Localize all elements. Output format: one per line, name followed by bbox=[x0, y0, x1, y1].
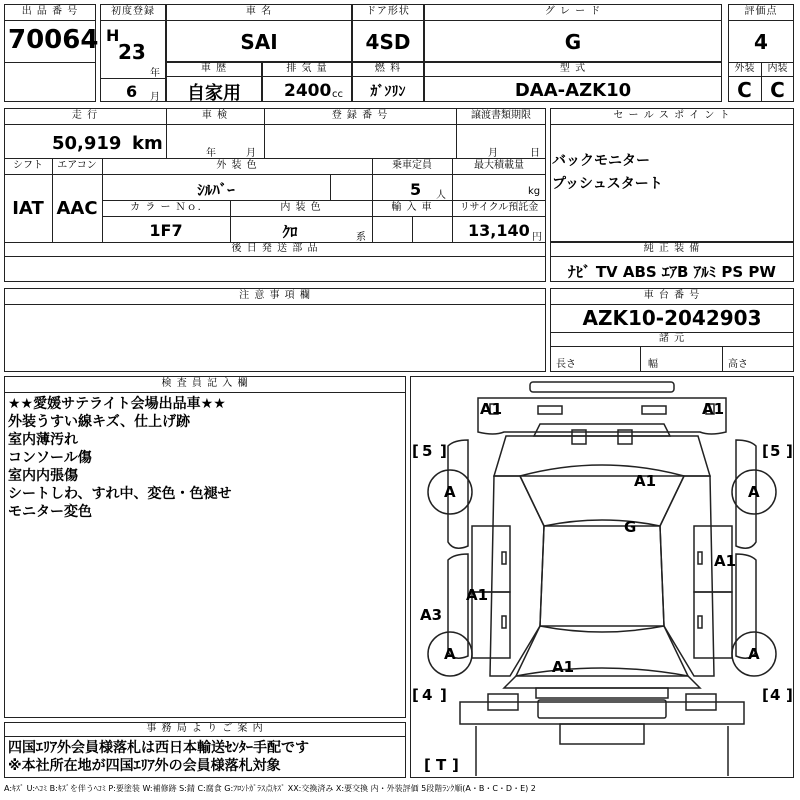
spare-tire: T bbox=[436, 756, 447, 774]
svg-text:[: [ bbox=[412, 686, 419, 704]
int-label: 内装 bbox=[767, 63, 788, 74]
capacity-label: 乗車定員 bbox=[392, 160, 432, 171]
color-no-label: カ ラ ー Ｎｏ. bbox=[130, 202, 202, 213]
transfer-label: 譲渡書類期限 bbox=[471, 110, 531, 121]
grade-label: グ レ ー ド bbox=[544, 6, 602, 17]
inspector-line-1: ★★愛媛サテライト会場出品車★★ bbox=[8, 396, 226, 412]
door-type: 4SD bbox=[365, 30, 411, 54]
grade: G bbox=[564, 30, 582, 54]
year-unit: 年 bbox=[150, 68, 160, 79]
recycle-unit: 円 bbox=[532, 232, 542, 243]
inspector-line-3: 室内薄汚れ bbox=[8, 432, 78, 448]
era: H bbox=[106, 26, 120, 45]
length-label: 長さ bbox=[556, 359, 576, 370]
inspector-line-4: コンソール傷 bbox=[8, 450, 92, 466]
car-name: SAI bbox=[240, 30, 278, 54]
office-label: 事 務 局 よ り ご 案 内 bbox=[146, 723, 264, 734]
model-label: 型 式 bbox=[559, 63, 587, 74]
displacement: 2400 bbox=[284, 81, 332, 101]
lot-label: 出 品 番 号 bbox=[21, 6, 79, 17]
capacity: 5 bbox=[410, 180, 422, 199]
history: 自家用 bbox=[187, 83, 241, 104]
damage-mark-hood: A1 bbox=[634, 472, 657, 490]
damage-mark-left-door: A1 bbox=[466, 586, 489, 604]
damage-mark-front-left: A1 bbox=[480, 400, 503, 418]
history-label: 車 歴 bbox=[200, 63, 228, 74]
displacement-label: 排 気 量 bbox=[286, 63, 328, 74]
damage-mark-rear: A1 bbox=[552, 658, 575, 676]
reg-year: 23 bbox=[118, 40, 146, 64]
interior-color-label: 内 装 色 bbox=[280, 202, 322, 213]
legend: A:ｷｽﾞ U:ﾍｺﾐ B:ｷｽﾞを伴うﾍｺﾐ P:要塗装 W:補修跡 S:錆 C:腐食 G:ﾌﾛﾝﾄｶﾞﾗｽ点ｷｽﾞ XX:交換済み X:要交換 内・外装評価 5段階ﾗﾝｸ順(A・B・C・D・E) 2 bbox=[4, 784, 536, 793]
tread-rr: 4 bbox=[770, 686, 781, 704]
score-label: 評価点 bbox=[744, 6, 778, 17]
damage-mark-windshield: G bbox=[624, 518, 637, 536]
score: 4 bbox=[754, 30, 768, 54]
car-diagram bbox=[410, 376, 794, 778]
damage-mark-right-door: A1 bbox=[714, 552, 737, 570]
svg-text:[: [ bbox=[762, 686, 769, 704]
svg-text:[: [ bbox=[762, 442, 769, 460]
name-label: 車 名 bbox=[245, 6, 273, 17]
damage-mark-left-rear: A3 bbox=[420, 606, 443, 624]
recycle-label: リサイクル預託金 bbox=[459, 202, 539, 213]
later-parts-label: 後 日 発 送 部 品 bbox=[231, 243, 319, 254]
lot-number: 70064 bbox=[8, 25, 99, 55]
tire-mark-fl: A bbox=[444, 483, 456, 501]
tread-fr: 5 bbox=[770, 442, 781, 460]
inspector-line-2: 外装うすい線キズ、仕上げ跡 bbox=[8, 414, 191, 430]
svg-text:]: ] bbox=[440, 442, 447, 460]
dims-label: 諸 元 bbox=[658, 333, 686, 344]
interior-color: ｸﾛ bbox=[282, 223, 298, 241]
equipment-label: 純 正 装 備 bbox=[643, 243, 701, 254]
mileage-label: 走 行 bbox=[71, 110, 99, 121]
tread-rl: 4 bbox=[422, 686, 433, 704]
model: DAA-AZK10 bbox=[514, 80, 632, 101]
shift-label: シフト bbox=[13, 160, 43, 171]
inspector-line-6: シートしわ、すれ中、変色・色褪せ bbox=[8, 486, 232, 502]
inspection-label: 車 検 bbox=[201, 110, 229, 121]
load-unit: kg bbox=[528, 186, 541, 197]
recycle-deposit: 13,140 bbox=[468, 221, 530, 240]
transfer-month-unit: 月 bbox=[488, 148, 498, 159]
fuel: ｶﾞｿﾘﾝ bbox=[370, 84, 406, 100]
inspection-year-unit: 年 bbox=[206, 148, 216, 159]
mileage-unit: km bbox=[132, 133, 163, 154]
int-grade: C bbox=[770, 78, 785, 102]
ac-label: エアコン bbox=[57, 160, 97, 171]
fuel-label: 燃 料 bbox=[374, 63, 402, 74]
ext-label: 外装 bbox=[734, 63, 755, 74]
inspector-line-7: モニター変色 bbox=[8, 504, 92, 520]
load-label: 最大積載量 bbox=[474, 160, 524, 171]
ac: AAC bbox=[56, 198, 98, 219]
ext-grade: C bbox=[737, 78, 752, 102]
tire-mark-fr: A bbox=[748, 483, 760, 501]
svg-text:[: [ bbox=[424, 756, 431, 774]
svg-text:[: [ bbox=[412, 442, 419, 460]
color-no: 1F7 bbox=[149, 221, 183, 240]
sales-label: セ ー ル ス ポ イ ン ト bbox=[613, 110, 731, 121]
tread-fl: 5 bbox=[422, 442, 433, 460]
svg-text:]: ] bbox=[440, 686, 447, 704]
notes-label: 注 意 事 項 欄 bbox=[239, 290, 311, 301]
shift: IAT bbox=[12, 198, 44, 219]
tire-mark-rr: A bbox=[748, 645, 760, 663]
equipment-items: ﾅﾋﾞ TV ABS ｴｱB ｱﾙﾐ PS PW bbox=[568, 263, 776, 281]
capacity-unit: 人 bbox=[436, 190, 446, 201]
chassis-label: 車 台 番 号 bbox=[643, 290, 701, 301]
office-line-2: ※本社所在地が四国ｴﾘｱ外の会員様落札対象 bbox=[8, 758, 281, 774]
import-label: 輸 入 車 bbox=[391, 202, 433, 213]
svg-text:]: ] bbox=[786, 442, 793, 460]
transfer-day-unit: 日 bbox=[530, 148, 540, 159]
mileage: 50,919 bbox=[52, 133, 122, 154]
month-unit: 月 bbox=[150, 92, 160, 103]
sales-point-1: バックモニター bbox=[552, 153, 650, 169]
svg-text:]: ] bbox=[452, 756, 459, 774]
chassis-number: AZK10-2042903 bbox=[582, 306, 762, 330]
svg-text:]: ] bbox=[786, 686, 793, 704]
height-label: 高さ bbox=[728, 359, 748, 370]
damage-mark-front-right: A1 bbox=[702, 400, 725, 418]
inspector-label: 検 査 員 記 入 欄 bbox=[161, 378, 249, 389]
sales-point-2: プッシュスタート bbox=[552, 176, 663, 192]
door-label: ドア形状 bbox=[366, 6, 410, 17]
tire-mark-rl: A bbox=[444, 645, 456, 663]
inspection-month-unit: 月 bbox=[246, 148, 256, 159]
reg-no-label: 登 録 番 号 bbox=[331, 110, 389, 121]
width-label: 幅 bbox=[648, 359, 658, 370]
interior-color-unit: 系 bbox=[356, 232, 366, 243]
reg-month: 6 bbox=[126, 82, 138, 101]
displacement-unit: cc bbox=[332, 89, 343, 100]
office-line-1: 四国ｴﾘｱ外会員様落札は西日本輸送ｾﾝﾀｰ手配です bbox=[8, 740, 309, 756]
first-reg-label: 初度登録 bbox=[111, 6, 155, 17]
color-label: 外 装 色 bbox=[216, 160, 258, 171]
color: ｼﾙﾊﾞｰ bbox=[197, 181, 235, 199]
inspector-line-5: 室内内張傷 bbox=[8, 468, 78, 484]
